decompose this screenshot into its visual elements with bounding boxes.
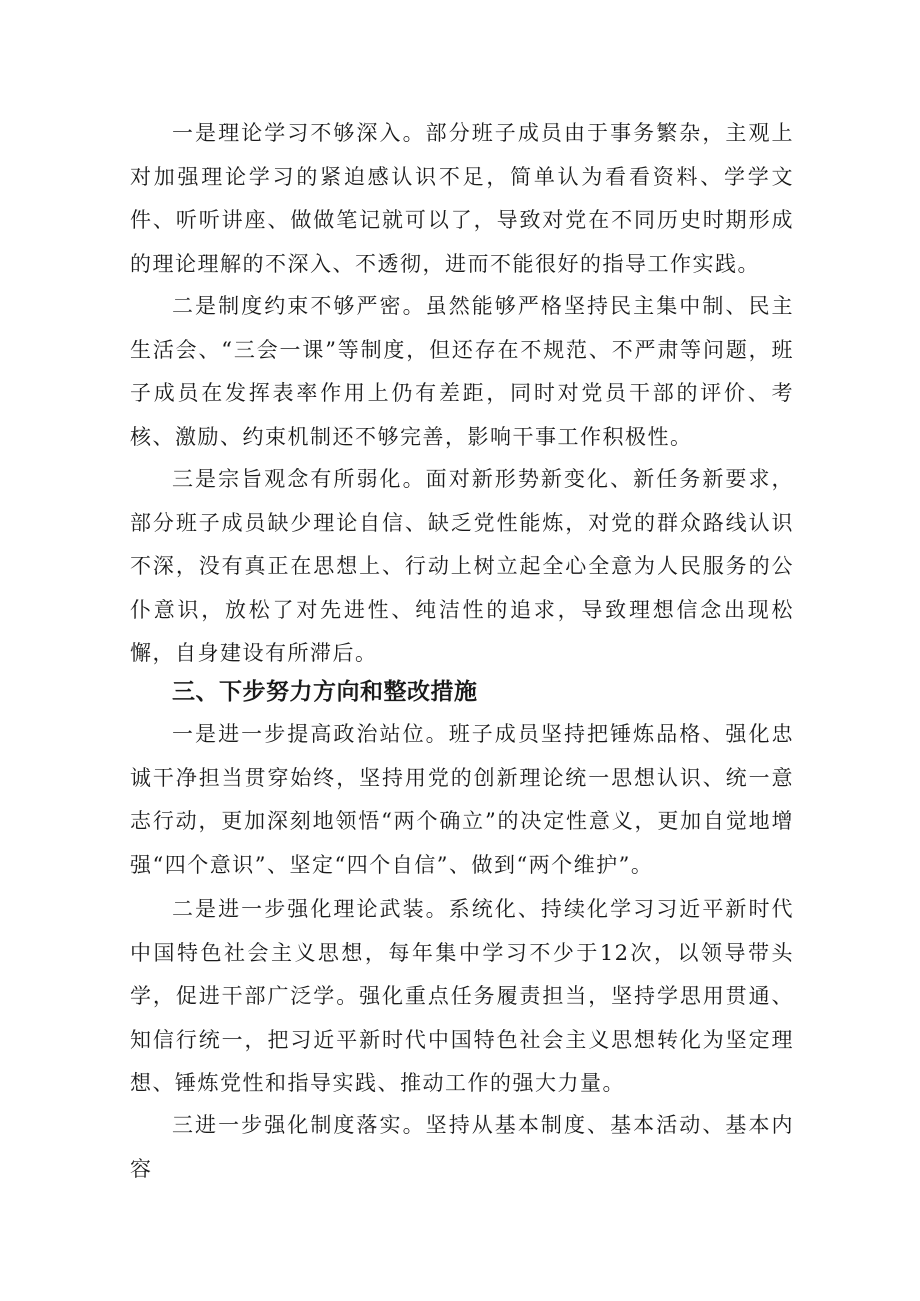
paragraph-system-implementation: 三进一步强化制度落实。坚持从基本制度、基本活动、基本内容 [130, 1113, 794, 1181]
paragraph-political-stance: 一是进一步提高政治站位。班子成员坚持把锤炼品格、强化忠诚干净担当贯穿始终，坚持用党的创新理论统一思想认识、统一意志行动，更加深刻地领悟“两个确立”的决定性意义，更加自觉地增强“四个意识”、坚定“四个自信”、做到“两个维护”。 [130, 722, 794, 877]
paragraph-theory-study: 一是理论学习不够深入。部分班子成员由于事务繁杂，主观上对加强理论学习的紧迫感认识不足，简单认为看看资料、学学文件、听听讲座、做做笔记就可以了，导致对党在不同历史时期形成的理论理解的不深入、不透彻，进而不能很好的指导工作实践。 [130, 121, 794, 276]
paragraph-system-constraint: 二是制度约束不够严密。虽然能够严格坚持民主集中制、民主生活会、“三会一课”等制度，但还存在不规范、不严肃等问题，班子成员在发挥表率作用上仍有差距，同时对党员干部的评价、考核、激励、约束机制还不够完善，影响干事工作积极性。 [130, 294, 794, 449]
paragraph-purpose-concept: 三是宗旨观念有所弱化。面对新形势新变化、新任务新要求，部分班子成员缺少理论自信、缺乏党性能炼，对党的群众路线认识不深，没有真正在思想上、行动上树立起全心全意为人民服务的公仆意识，放松了对先进性、纯洁性的追求，导致理想信念出现松懈，自身建设有所滞后。 [130, 467, 794, 665]
paragraph-theory-armament: 二是进一步强化理论武装。系统化、持续化学习习近平新时代中国特色社会主义思想，每年集中学习不少于12次，以领导带头学，促进干部广泛学。强化重点任务履责担当，坚持学思用贯通、知信行统一，把习近平新时代中国特色社会主义思想转化为坚定理想、锤炼党性和指导实践、推动工作的强大力量。 [130, 897, 794, 1095]
section-heading: 三、下步努力方向和整改措施 [172, 679, 478, 705]
